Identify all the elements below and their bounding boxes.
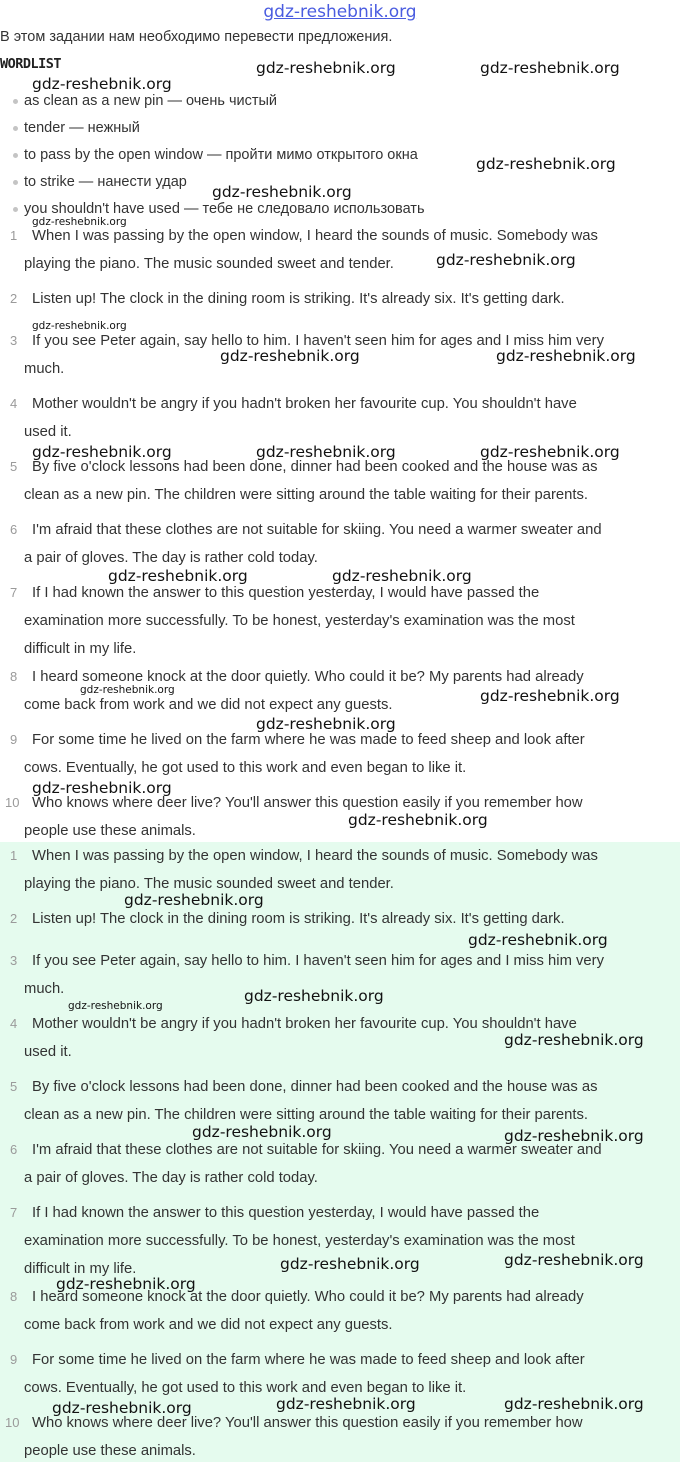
sentence-text	[24, 726, 676, 782]
sentence-line: For some time he lived on the farm where he was made to feed sheep and look after	[32, 732, 585, 748]
sentence-line: When I was passing by the open window, I heard the sounds of music. Somebody was	[32, 228, 598, 244]
wordlist-item: to strike — нанести удар	[0, 170, 680, 197]
sentence-number: 6	[10, 522, 18, 537]
watermark-text: gdz-reshebnik.org	[52, 1399, 192, 1417]
sentence-line: Mother wouldn't be angry if you hadn't broken her favourite cup. You shouldn't have	[32, 1016, 577, 1032]
sentence-line: a pair of gloves. The day is rather cold today.	[24, 550, 318, 566]
sentence-number: 10	[5, 1415, 20, 1430]
watermark-text: gdz-reshebnik.org	[504, 1127, 644, 1145]
sentence-line: By five o'clock lessons had been done, dinner had been cooked and the house was as	[32, 1079, 598, 1095]
sentence-line: cows. Eventually, he got used to this work and even began to like it.	[24, 760, 467, 776]
watermark-text: gdz-reshebnik.org	[480, 59, 620, 77]
watermark-text: gdz-reshebnik.org	[80, 684, 175, 696]
sentence-text	[24, 222, 676, 278]
sentence-line: used it.	[24, 1044, 72, 1060]
sentence-number: 6	[10, 1142, 18, 1157]
bullet-icon	[13, 99, 18, 104]
watermark-text: gdz-reshebnik.org	[68, 1000, 163, 1012]
sentence-line: I heard someone knock at the door quietly. Who could it be? My parents had already	[32, 669, 584, 685]
sentence-line: come back from work and we did not expect any guests.	[24, 697, 393, 713]
sentence-line: I'm afraid that these clothes are not suitable for skiing. You need a warmer sweater and	[32, 522, 602, 538]
sentence-line: playing the piano. The music sounded sweet and tender.	[24, 256, 394, 272]
sentence-line: If you see Peter again, say hello to him. I haven't seen him for ages and I miss him very	[32, 953, 604, 969]
sentence-line: I heard someone knock at the door quietly. Who could it be? My parents had already	[32, 1289, 584, 1305]
sentence-number: 8	[10, 1289, 18, 1304]
watermark-text: gdz-reshebnik.org	[256, 59, 396, 77]
sentence-line: If I had known the answer to this question yesterday, I would have passed the	[32, 585, 540, 601]
sentence-text	[24, 390, 676, 446]
watermark-text: gdz-reshebnik.org	[496, 347, 636, 365]
sentence-number: 8	[10, 669, 18, 684]
sentence-line: If you see Peter again, say hello to him. I haven't seen him for ages and I miss him very	[32, 333, 604, 349]
sentence-line: people use these animals.	[24, 823, 196, 839]
sentence-line: If I had known the answer to this question yesterday, I would have passed the	[32, 1205, 540, 1221]
sentence-number: 2	[10, 291, 18, 306]
bullet-icon	[13, 153, 18, 158]
sentence-number: 2	[10, 911, 18, 926]
sentence-line: When I was passing by the open window, I heard the sounds of music. Somebody was	[32, 848, 598, 864]
sentence-text	[24, 1073, 676, 1129]
watermark-text: gdz-reshebnik.org	[436, 251, 576, 269]
watermark-text: gdz-reshebnik.org	[32, 779, 172, 797]
sentence-text	[24, 285, 676, 313]
watermark-text: gdz-reshebnik.org	[476, 155, 616, 173]
wordlist-title: WORDLIST	[0, 56, 62, 72]
sentence-line: come back from work and we did not expect any guests.	[24, 1317, 393, 1333]
sentence-line: Who knows where deer live? You'll answer this question easily if you remember how	[32, 795, 583, 811]
sentence-number: 9	[10, 732, 18, 747]
sentence-line: By five o'clock lessons had been done, dinner had been cooked and the house was as	[32, 459, 598, 475]
sentence-text	[24, 1409, 676, 1465]
sentence-line: clean as a new pin. The children were sitting around the table waiting for their parents.	[24, 487, 588, 503]
wordlist-item: as clean as a new pin — очень чистый	[0, 89, 680, 116]
sentence-line: Mother wouldn't be angry if you hadn't broken her favourite cup. You shouldn't have	[32, 396, 577, 412]
sentence-line: cows. Eventually, he got used to this work and even began to like it.	[24, 1380, 467, 1396]
sentence-number: 5	[10, 459, 18, 474]
sentence-line: much.	[24, 361, 65, 377]
sentence-line: used it.	[24, 424, 72, 440]
watermark-text: gdz-reshebnik.org	[280, 1255, 420, 1273]
watermark-text: gdz-reshebnik.org	[212, 183, 352, 201]
sentence-line: examination more successfully. To be honest, yesterday's examination was the most	[24, 613, 575, 629]
sentence-number: 7	[10, 585, 18, 600]
sentence-line: a pair of gloves. The day is rather cold today.	[24, 1170, 318, 1186]
watermark-text: gdz-reshebnik.org	[480, 443, 620, 461]
watermark-text: gdz-reshebnik.org	[504, 1251, 644, 1269]
sentence-line: I'm afraid that these clothes are not suitable for skiing. You need a warmer sweater and	[32, 1142, 602, 1158]
intro-text: В этом задании нам необходимо перевести предложения.	[0, 29, 393, 45]
watermark-text: gdz-reshebnik.org	[32, 216, 127, 228]
wordlist-item: tender — нежный	[0, 116, 680, 143]
sentence-number: 9	[10, 1352, 18, 1367]
sentence-text	[24, 453, 676, 509]
sentence-number: 1	[10, 228, 18, 243]
watermark-text: gdz-reshebnik.org	[192, 1123, 332, 1141]
sentence-number: 4	[10, 1016, 18, 1031]
sentence-text	[24, 516, 676, 572]
sentence-line: Who knows where deer live? You'll answer this question easily if you remember how	[32, 1415, 583, 1431]
bullet-icon	[13, 126, 18, 131]
bullet-icon	[13, 180, 18, 185]
watermark-text: gdz-reshebnik.org	[124, 891, 264, 909]
watermark-text: gdz-reshebnik.org	[32, 443, 172, 461]
sentence-line: playing the piano. The music sounded sweet and tender.	[24, 876, 394, 892]
sentence-text	[24, 1346, 676, 1402]
sentence-line: examination more successfully. To be honest, yesterday's examination was the most	[24, 1233, 575, 1249]
task-sentences	[0, 222, 680, 842]
watermark-text: gdz-reshebnik.org	[468, 931, 608, 949]
sentence-number: 1	[10, 848, 18, 863]
watermark-text: gdz-reshebnik.org	[256, 715, 396, 733]
wordlist-item: you shouldn't have used — тебе не следовало использовать	[0, 197, 680, 224]
watermark-text: gdz-reshebnik.org	[504, 1395, 644, 1413]
sentence-text	[24, 579, 676, 663]
watermark-text: gdz-reshebnik.org	[244, 987, 384, 1005]
watermark-text: gdz-reshebnik.org	[504, 1031, 644, 1049]
bullet-icon	[13, 207, 18, 212]
sentence-number: 10	[5, 795, 20, 810]
sentence-line: Listen up! The clock in the dining room is striking. It's already six. It's getting dark.	[32, 291, 565, 307]
sentence-number: 3	[10, 953, 18, 968]
sentence-line: people use these animals.	[24, 1443, 196, 1459]
watermark-text: gdz-reshebnik.org	[480, 687, 620, 705]
sentence-number: 4	[10, 396, 18, 411]
watermark-text: gdz-reshebnik.org	[276, 1395, 416, 1413]
wordlist-item: to pass by the open window — пройти мимо открытого окна	[0, 143, 680, 170]
sentence-line: For some time he lived on the farm where he was made to feed sheep and look after	[32, 1352, 585, 1368]
watermark-text: gdz-reshebnik.org	[332, 567, 472, 585]
sentence-line: difficult in my life.	[24, 1261, 137, 1277]
sentence-text	[24, 905, 676, 933]
sentence-text	[24, 842, 676, 898]
watermark-text: gdz-reshebnik.org	[256, 443, 396, 461]
sentence-line: difficult in my life.	[24, 641, 137, 657]
sentence-line: Listen up! The clock in the dining room is striking. It's already six. It's getting dark.	[32, 911, 565, 927]
watermark-text: gdz-reshebnik.org	[56, 1275, 196, 1293]
sentence-number: 7	[10, 1205, 18, 1220]
sentence-line: much.	[24, 981, 65, 997]
watermark-text: gdz-reshebnik.org	[220, 347, 360, 365]
watermark-text: gdz-reshebnik.org	[32, 75, 172, 93]
watermark-text: gdz-reshebnik.org	[348, 811, 488, 829]
watermark-text: gdz-reshebnik.org	[108, 567, 248, 585]
watermark-text: gdz-reshebnik.org	[32, 320, 127, 332]
sentence-line: clean as a new pin. The children were sitting around the table waiting for their parents.	[24, 1107, 588, 1123]
sentence-number: 3	[10, 333, 18, 348]
sentence-number: 5	[10, 1079, 18, 1094]
site-header-link[interactable]: gdz-reshebnik.org	[263, 2, 417, 22]
